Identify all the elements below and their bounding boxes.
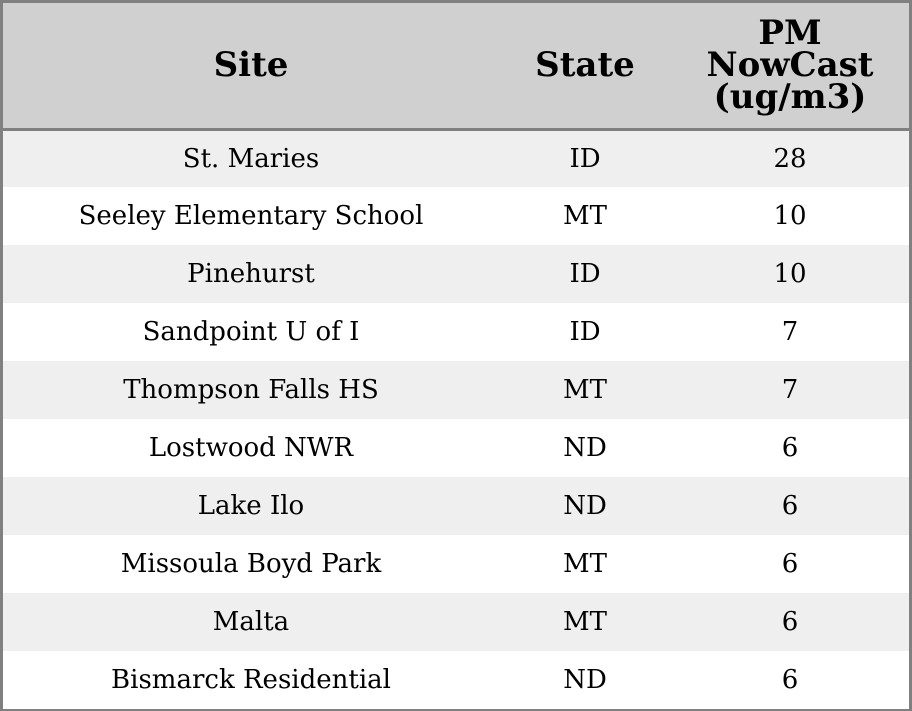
- column-header-state: State: [499, 3, 671, 129]
- column-header-pm-line-2: NowCast: [706, 45, 874, 86]
- cell-state: ID: [569, 259, 601, 289]
- cell-state: ID: [569, 143, 601, 174]
- column-header-pm-line-3: (ug/m3): [713, 77, 867, 118]
- cell-site: Seeley Elementary School: [78, 201, 424, 231]
- cell-pm: 6: [781, 433, 799, 463]
- table-row: [3, 361, 909, 419]
- cell-site: St. Maries: [182, 143, 320, 174]
- cell-state: ND: [563, 665, 607, 695]
- cell-state: ND: [563, 491, 607, 521]
- cell-state: MT: [563, 549, 607, 579]
- cell-pm: 7: [781, 375, 799, 405]
- table-row: [3, 535, 909, 593]
- cell-pm: 6: [781, 491, 799, 521]
- cell-site: Sandpoint U of I: [142, 317, 360, 347]
- cell-pm: 7: [781, 317, 799, 347]
- table-row: [3, 129, 909, 187]
- cell-state: MT: [563, 201, 607, 231]
- cell-pm: 10: [773, 201, 807, 231]
- cell-site: Missoula Boyd Park: [120, 549, 382, 579]
- table-body: [3, 129, 909, 709]
- table-row: [3, 245, 909, 303]
- cell-pm: 6: [781, 607, 799, 637]
- cell-state: ID: [569, 317, 601, 347]
- cell-pm: 28: [773, 143, 807, 174]
- table-row: [3, 303, 909, 361]
- cell-site: Malta: [212, 607, 290, 637]
- column-header-pm-nowcast: [671, 3, 909, 129]
- cell-state: MT: [563, 375, 607, 405]
- cell-site: Pinehurst: [187, 259, 315, 289]
- column-header-pm-line-1: PM: [758, 13, 822, 54]
- table-header: [3, 3, 909, 129]
- cell-site: Lostwood NWR: [148, 433, 354, 463]
- cell-pm: 10: [773, 259, 807, 289]
- header-row: [3, 3, 909, 129]
- column-header-site: Site: [3, 3, 499, 129]
- cell-site: Lake Ilo: [197, 491, 305, 521]
- table-row: [3, 593, 909, 651]
- table-row: [3, 477, 909, 535]
- data-table: [3, 3, 909, 709]
- table-row: [3, 419, 909, 477]
- cell-site: Bismarck Residential: [111, 665, 391, 695]
- table-row: [3, 651, 909, 709]
- table-row: [3, 187, 909, 245]
- cell-state: MT: [563, 607, 607, 637]
- cell-site: Thompson Falls HS: [123, 375, 379, 405]
- cell-pm: 6: [781, 549, 799, 579]
- cell-pm: 6: [781, 665, 799, 695]
- cell-state: ND: [563, 433, 607, 463]
